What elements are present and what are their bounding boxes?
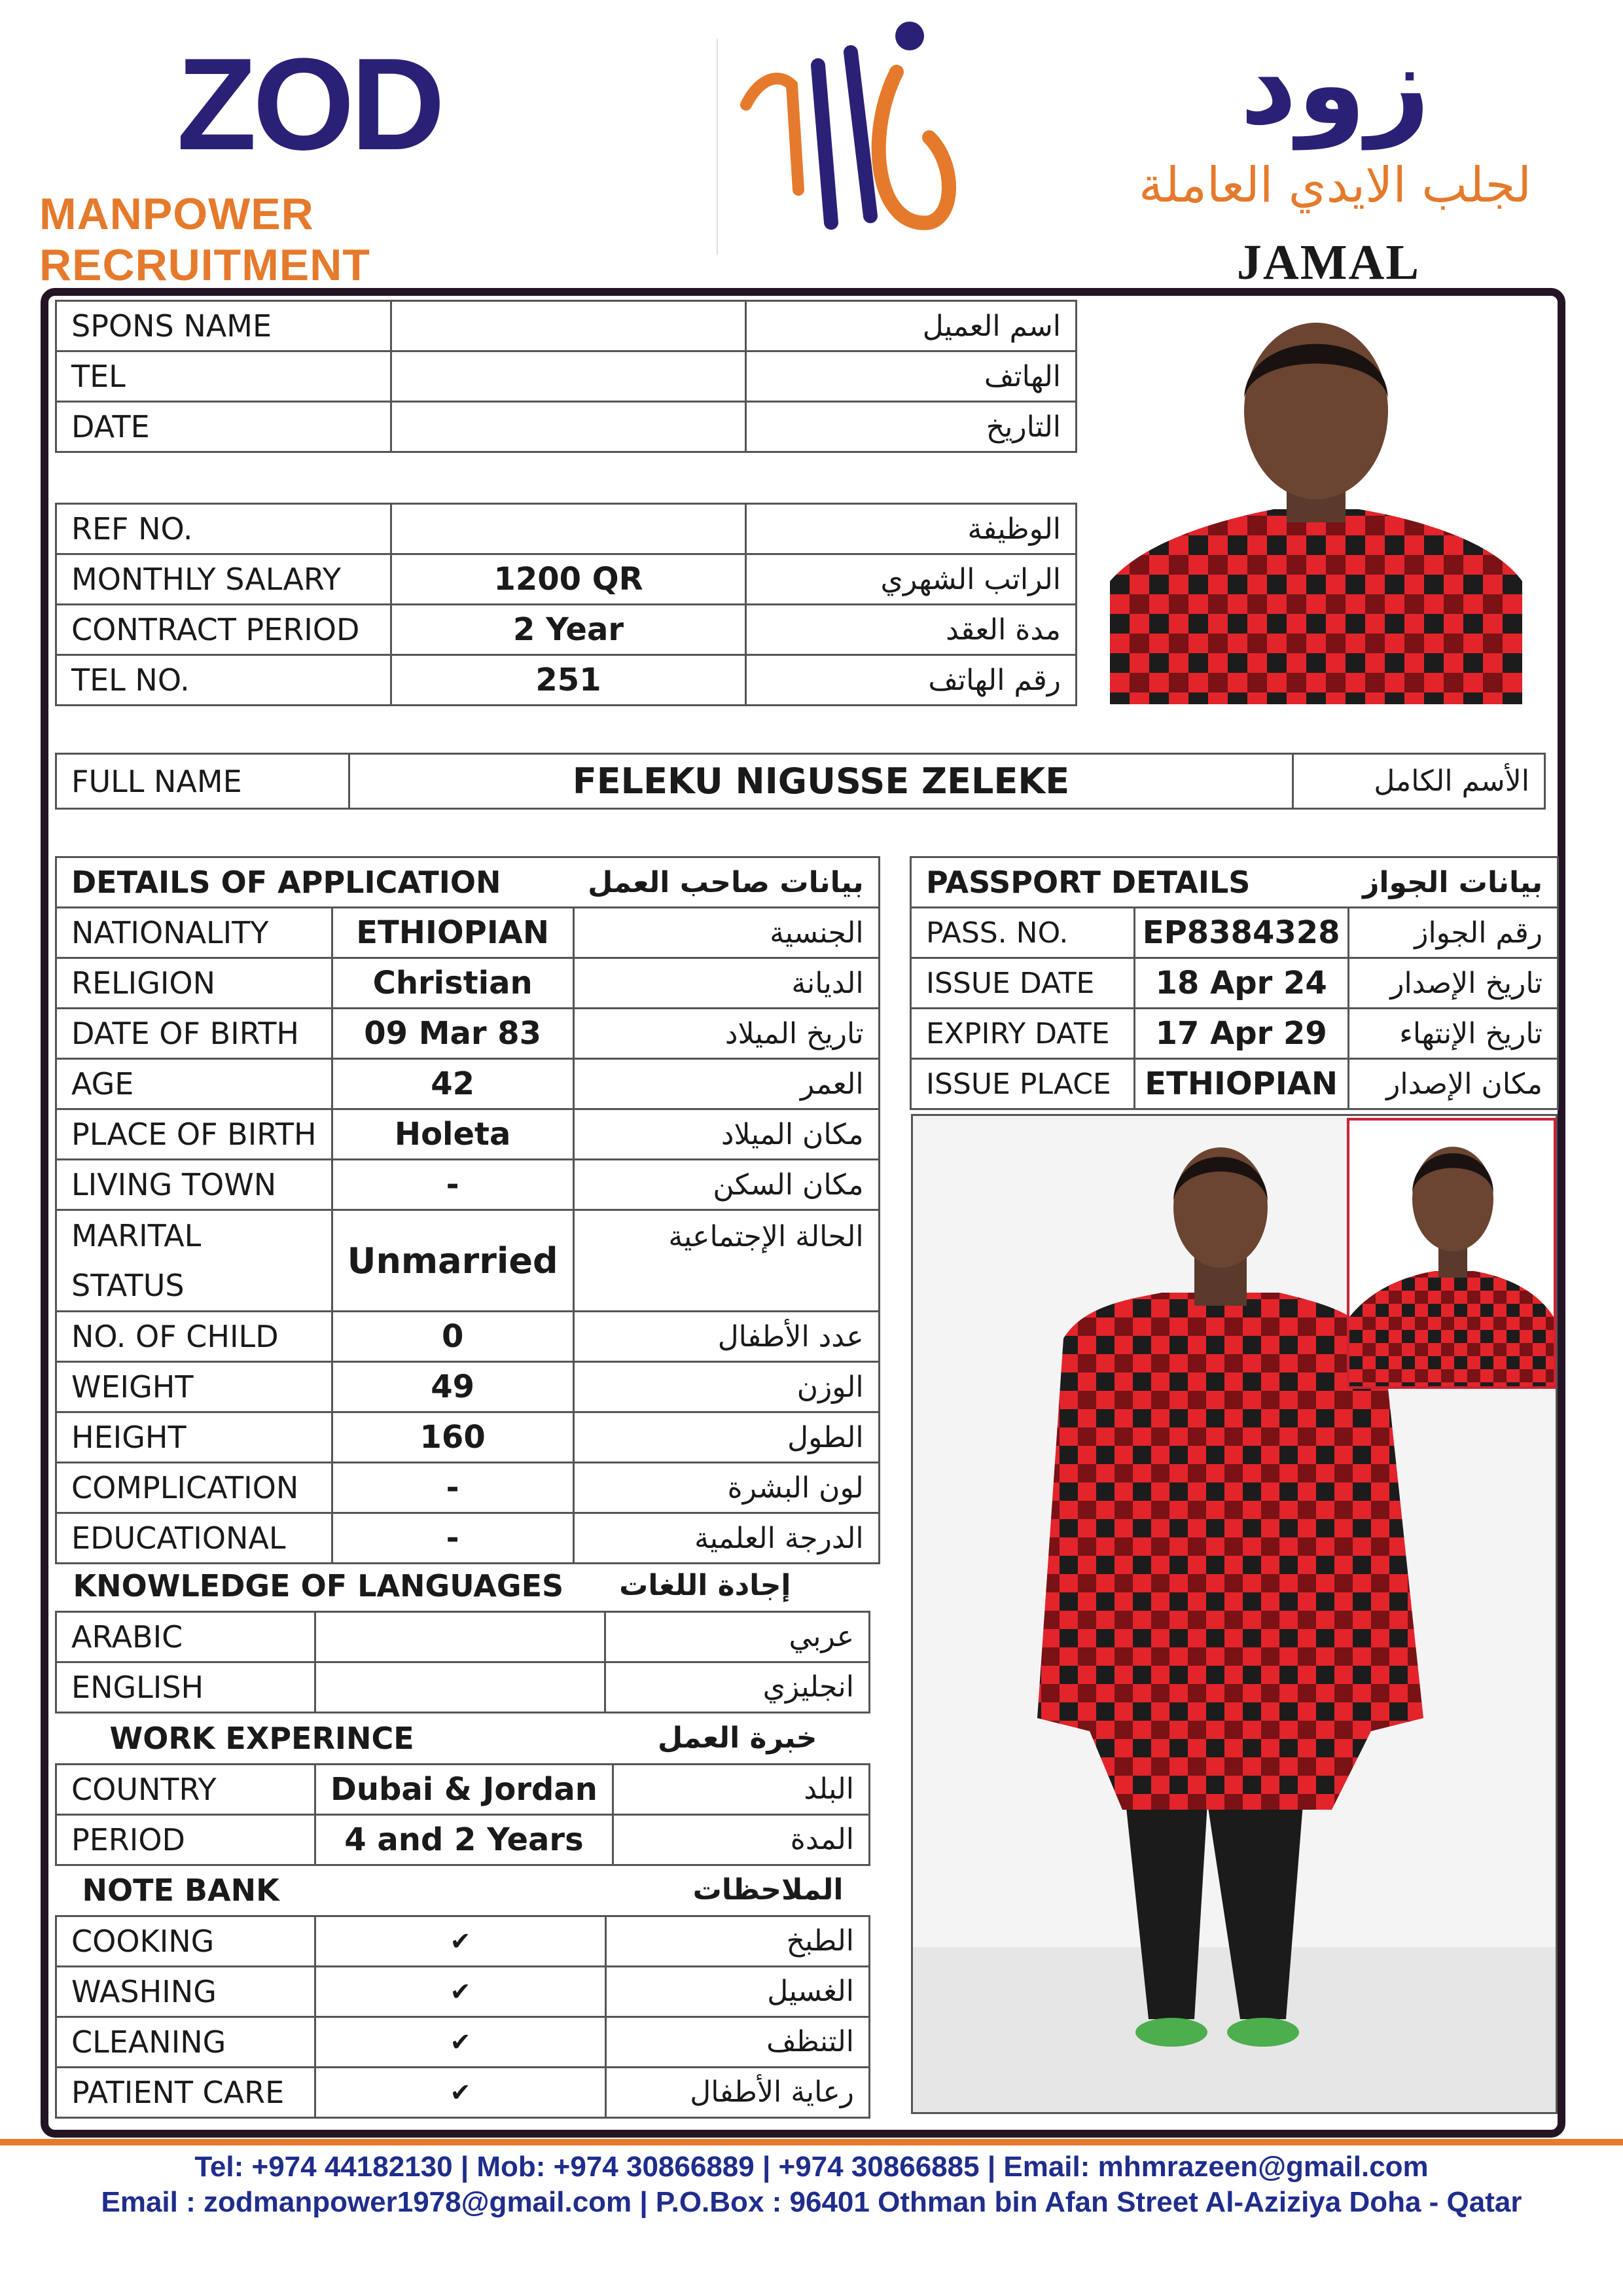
row-label-arabic: الدرجة العلمية — [573, 1513, 879, 1564]
row-label: WEIGHT — [56, 1362, 332, 1412]
full-name-table — [55, 753, 1546, 810]
row-label: COOKING — [56, 1916, 315, 1966]
row-label-arabic: اسم العميل — [746, 301, 1077, 351]
row-value: 2 Year — [391, 605, 746, 655]
row-label: HEIGHT — [56, 1412, 332, 1463]
row-label: TEL — [56, 351, 391, 402]
row-value: 160 — [332, 1412, 573, 1463]
row-label: PLACE OF BIRTH — [56, 1109, 332, 1160]
table-row — [56, 1463, 880, 1513]
table-row — [56, 301, 1077, 351]
row-value: EP8384328 — [1134, 908, 1348, 958]
row-label: COMPLICATION — [56, 1463, 332, 1513]
brand-tagline-arabic: لجلب الايدي العاملة — [1139, 157, 1531, 213]
person-portrait-small-icon — [1349, 1121, 1554, 1386]
row-value: Unmarried — [332, 1210, 573, 1312]
row-label-arabic: التاريخ — [746, 402, 1077, 452]
section-title: KNOWLEDGE OF LANGUAGES — [73, 1568, 564, 1604]
full-name-value: FELEKU NIGUSSE ZELEKE — [349, 754, 1293, 809]
row-label-arabic: مكان الميلاد — [573, 1109, 879, 1160]
row-label: RELIGION — [56, 958, 332, 1009]
row-label: MONTHLY SALARY — [56, 554, 391, 605]
row-label-arabic: الحالة الإجتماعية — [573, 1210, 879, 1312]
table-row — [56, 1059, 880, 1109]
row-label-arabic: تاريخ الميلاد — [573, 1009, 879, 1059]
job-table — [55, 503, 1077, 706]
row-label-arabic: الديانة — [573, 958, 879, 1009]
brand-logo-mark-icon — [720, 7, 982, 255]
row-value: 09 Mar 83 — [332, 1009, 573, 1059]
table-row — [56, 1312, 880, 1362]
row-value — [315, 1611, 605, 1662]
check-icon: ✔ — [315, 2067, 606, 2117]
row-value: 4 and 2 Years — [315, 1814, 613, 1865]
row-label: ARABIC — [56, 1611, 315, 1662]
table-header — [911, 857, 1558, 908]
brand-logo-english — [39, 31, 615, 290]
row-value — [391, 351, 746, 402]
row-label-arabic: العمر — [573, 1059, 879, 1109]
row-label-arabic: البلد — [613, 1764, 869, 1814]
check-icon: ✔ — [315, 1916, 606, 1966]
table-row — [56, 1611, 870, 1662]
table-row — [911, 1009, 1558, 1059]
section-title: DETAILS OF APPLICATION — [56, 857, 574, 908]
row-value: 0 — [332, 1312, 573, 1362]
row-label: SPONS NAME — [56, 301, 391, 351]
section-title: PASSPORT DETAILS — [911, 857, 1349, 908]
row-label: ISSUE DATE — [911, 958, 1135, 1009]
section-title-arabic: خبرة العمل — [657, 1721, 817, 1755]
applicant-photo — [1110, 300, 1522, 704]
row-label-arabic: الراتب الشهري — [746, 554, 1077, 605]
section-title-arabic: بيانات الجواز — [1348, 857, 1558, 908]
row-label-arabic: لون البشرة — [573, 1463, 879, 1513]
row-label-arabic: الطبخ — [606, 1916, 870, 1966]
row-label-arabic: الوظيفة — [746, 504, 1077, 554]
row-label: DATE — [56, 402, 391, 452]
row-label: NO. OF CHILD — [56, 1312, 332, 1362]
table-row — [56, 2067, 870, 2117]
person-portrait-icon — [1110, 300, 1522, 704]
row-label: ISSUE PLACE — [911, 1059, 1135, 1109]
row-value — [391, 402, 746, 452]
table-row — [56, 754, 1545, 809]
row-label-arabic: مكان السكن — [573, 1160, 879, 1210]
row-label: DATE OF BIRTH — [56, 1009, 332, 1059]
table-row — [56, 1764, 870, 1814]
row-value: 251 — [391, 655, 746, 706]
row-label-arabic: الطول — [573, 1412, 879, 1463]
table-header — [56, 857, 880, 908]
table-row — [56, 1966, 870, 2017]
row-label: PATIENT CARE — [56, 2067, 315, 2117]
row-label-arabic: تاريخ الإصدار — [1348, 958, 1558, 1009]
row-label: MARITAL STATUS — [56, 1210, 332, 1312]
row-label-arabic: انجليزي — [605, 1662, 869, 1712]
row-label: CLEANING — [56, 2017, 315, 2067]
row-label-arabic: الهاتف — [746, 351, 1077, 402]
row-value: Christian — [332, 958, 573, 1009]
table-row — [56, 958, 880, 1009]
row-label-arabic: الوزن — [573, 1362, 879, 1412]
row-label: PERIOD — [56, 1814, 315, 1865]
footer-divider — [0, 2139, 1623, 2145]
section-title-arabic: الملاحظات — [692, 1873, 844, 1907]
row-label-arabic: الغسيل — [606, 1966, 870, 2017]
footer-address-line: Email : zodmanpower1978@gmail.com | P.O.Box : 96401 Othman bin Afan Street Al-Aziziya Doha - Qatar — [101, 2186, 1522, 2218]
row-value: ETHIOPIAN — [1134, 1059, 1348, 1109]
row-value: Dubai & Jordan — [315, 1764, 613, 1814]
row-label-arabic: الجنسية — [573, 908, 879, 958]
table-row — [56, 1362, 880, 1412]
row-label: CONTRACT PERIOD — [56, 605, 391, 655]
row-label-arabic: عربي — [605, 1611, 869, 1662]
row-label-arabic: رعاية الأطفال — [606, 2067, 870, 2117]
header-divider — [717, 39, 718, 255]
full-name-label-arabic: الأسم الكامل — [1293, 754, 1545, 809]
table-row — [56, 1009, 880, 1059]
row-label: AGE — [56, 1059, 332, 1109]
row-value: 1200 QR — [391, 554, 746, 605]
table-row — [56, 1412, 880, 1463]
row-label-arabic: عدد الأطفال — [573, 1312, 879, 1362]
table-row — [56, 351, 1077, 402]
row-label-arabic: مكان الإصدار — [1348, 1059, 1558, 1109]
table-header — [56, 1713, 870, 1764]
section-title: WORK EXPERINCE — [109, 1720, 414, 1756]
agent-name: JAMAL — [1236, 235, 1421, 290]
table-row — [56, 908, 880, 958]
full-name-label: FULL NAME — [56, 754, 349, 809]
brand-name-arabic: زود — [1240, 20, 1431, 150]
row-value — [391, 301, 746, 351]
row-label: COUNTRY — [56, 1764, 315, 1814]
row-value: 49 — [332, 1362, 573, 1412]
row-label-arabic: المدة — [613, 1814, 869, 1865]
row-value — [391, 504, 746, 554]
row-label: NATIONALITY — [56, 908, 332, 958]
brand-tagline: MANPOWER RECRUITMENT — [39, 189, 370, 290]
row-value: ETHIOPIAN — [332, 908, 573, 958]
table-row — [56, 1160, 880, 1210]
section-title: NOTE BANK — [82, 1872, 279, 1908]
table-row — [56, 1916, 870, 1966]
row-label: WASHING — [56, 1966, 315, 2017]
row-label-arabic: مدة العقد — [746, 605, 1077, 655]
section-title-arabic: إجادة اللغات — [619, 1569, 791, 1603]
row-label-arabic: التنظف — [606, 2017, 870, 2067]
passport-details-table — [910, 856, 1559, 1110]
check-icon: ✔ — [315, 1966, 606, 2017]
table-row — [56, 402, 1077, 452]
row-value: 42 — [332, 1059, 573, 1109]
table-row — [56, 1513, 880, 1564]
table-row — [56, 1109, 880, 1160]
row-label: PASS. NO. — [911, 908, 1135, 958]
row-value: - — [332, 1160, 573, 1210]
table-row — [56, 504, 1077, 554]
application-details-table — [55, 856, 880, 1564]
row-label-arabic: رقم الجواز — [1348, 908, 1558, 958]
table-row — [56, 655, 1077, 706]
row-value: Holeta — [332, 1109, 573, 1160]
table-row — [911, 908, 1558, 958]
table-header — [56, 1561, 870, 1611]
row-value: 18 Apr 24 — [1134, 958, 1348, 1009]
row-label-arabic: رقم الهاتف — [746, 655, 1077, 706]
row-label: ENGLISH — [56, 1662, 315, 1712]
row-label: TEL NO. — [56, 655, 391, 706]
section-title-arabic: بيانات صاحب العمل — [573, 857, 879, 908]
row-value: 17 Apr 29 — [1134, 1009, 1348, 1059]
row-value: - — [332, 1513, 573, 1564]
work-experience-table — [55, 1713, 870, 1866]
brand-name: ZOD — [177, 31, 442, 177]
footer-contact-line: Tel: +974 44182130 | Mob: +974 30866889 | +974 30866885 | Email: mhmrazeen@gmail.com — [194, 2151, 1429, 2183]
table-row — [56, 1662, 870, 1712]
check-icon: ✔ — [315, 2017, 606, 2067]
table-row — [56, 1814, 870, 1865]
row-label: EDUCATIONAL — [56, 1513, 332, 1564]
table-row — [911, 958, 1558, 1009]
sponsor-table — [55, 300, 1077, 453]
languages-table — [55, 1561, 870, 1713]
applicant-passport-photo — [1347, 1118, 1556, 1389]
row-value: - — [332, 1463, 573, 1513]
row-label-arabic: تاريخ الإنتهاء — [1348, 1009, 1558, 1059]
row-label: REF NO. — [56, 504, 391, 554]
note-bank-table — [55, 1865, 870, 2119]
table-row — [56, 2017, 870, 2067]
table-row — [911, 1059, 1558, 1109]
row-value — [315, 1662, 605, 1712]
table-header — [56, 1865, 870, 1916]
table-row — [56, 605, 1077, 655]
table-row — [56, 554, 1077, 605]
row-label: EXPIRY DATE — [911, 1009, 1135, 1059]
row-label: LIVING TOWN — [56, 1160, 332, 1210]
table-row — [56, 1210, 880, 1312]
